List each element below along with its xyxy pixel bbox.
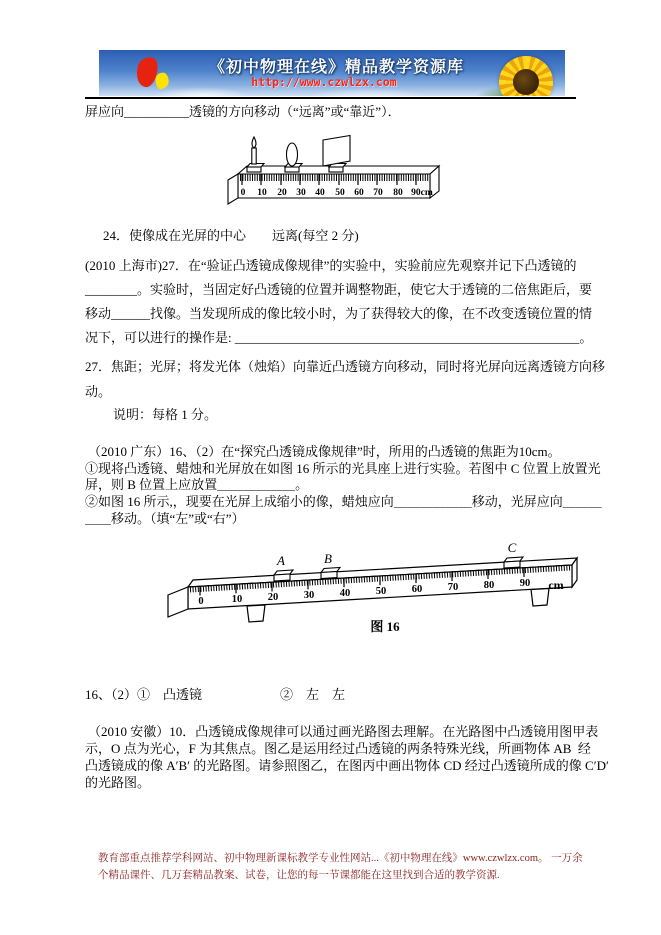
shanghai-q27-line1: (2010 上海市)27．在“验证凸透镜成像规律”的实验中，实验前应先观察并记下凸透镜的 [85, 258, 577, 273]
svg-text:90cm: 90cm [411, 188, 433, 198]
candle-flame [252, 137, 256, 148]
footer-line1: 教育部重点推荐学科网站、初中物理新课标教学专业性网站...《初中物理在线》www.czwlzx.com。 一万余 [98, 853, 583, 864]
optical-bench-figure-16 [148, 535, 578, 635]
figure16-caption: 图 16 [370, 619, 400, 634]
guangdong-q16-line1: （2010 广东）16、（2）在“探究凸透镜成像规律”时，所用的凸透镜的焦距为10cm。 [88, 444, 561, 459]
svg-text:80: 80 [393, 188, 403, 198]
answer16-line: 16、（2）① 凸透镜 ② 左 左 [85, 687, 346, 702]
guangdong-q16-line2: ①现将凸透镜、蜡烛和光屏放在如图 16 所示的光具座上进行实验。若图中 C 位置上放置光 [85, 461, 601, 476]
q24-answer-line: 24．使像成在光屏的中心 远离(每空 2 分) [103, 228, 359, 243]
svg-text:20: 20 [277, 188, 287, 198]
bench2-foot-left [247, 605, 265, 622]
svg-text:50: 50 [335, 188, 345, 198]
shanghai-q27-line2: ________。实验时，当固定好凸透镜的位置并调整物距，使它大于透镜的二倍焦距后，要 [85, 282, 593, 297]
svg-text:60: 60 [411, 584, 423, 595]
anhui-q10-line1: （2010 安徽）10．凸透镜成像规律可以通过画光路图去理解。在光路图中凸透镜用图甲表 [88, 724, 599, 739]
svg-text:80: 80 [483, 580, 495, 591]
svg-text:90: 90 [519, 578, 531, 589]
svg-text:10: 10 [231, 594, 243, 605]
ruler2-unit-label: cm [548, 578, 564, 592]
optical-bench-figure-1 [224, 134, 449, 219]
bench-left-cap [228, 174, 238, 204]
site-banner [99, 50, 565, 96]
svg-text:50: 50 [375, 586, 387, 597]
svg-text:0: 0 [198, 596, 204, 607]
sunflower-image [499, 56, 553, 96]
svg-text:A: A [277, 553, 285, 568]
footer-line2: 个精品课件、几万套精品教案、试卷，让您的每一节课都能在这里找到合适的教学资源. [98, 870, 500, 881]
guangdong-q16-line4: ②如图 16 所示,，现要在光屏上成缩小的像，蜡烛应向＿＿＿＿＿＿移动，光屏应向＿＿＿ [85, 494, 602, 509]
svg-text:40: 40 [339, 588, 351, 599]
shanghai-q27-line4: 况下，可以进行的操作是: _____________________________________________________。 [85, 330, 593, 345]
bench2-left-cap [168, 587, 188, 617]
svg-text:0: 0 [240, 188, 246, 198]
svg-text:40: 40 [315, 188, 325, 198]
answer27-note: 说明：每格 1 分。 [113, 407, 218, 422]
svg-text:70: 70 [373, 188, 383, 198]
candle [247, 137, 264, 172]
svg-text:30: 30 [303, 590, 315, 601]
svg-text:30: 30 [296, 188, 306, 198]
svg-text:60: 60 [354, 188, 364, 198]
site-logo-flame-icon [135, 55, 160, 88]
convex-lens [285, 143, 302, 172]
svg-text:C: C [507, 540, 517, 555]
header-divider [85, 97, 576, 99]
answer27-line2: 动。 [85, 384, 112, 399]
banner-title: 《初中物理在线》精品教学资源库 [209, 59, 465, 76]
q24-prompt-line: 屏应向__________透镜的方向移动（“远离”或“靠近”）． [85, 104, 401, 119]
shanghai-q27-line3: 移动______找像。当发现所成的像比较小时，为了获得较大的像，在不改变透镜位置的情 [85, 306, 593, 321]
guangdong-q16-line5: ＿＿移动。（填“左”或“右”） [85, 511, 245, 526]
anhui-q10-line4: 的光路图。 [85, 775, 151, 790]
guangdong-q16-line3: 屏，则 B 位置上应放置＿＿＿＿＿＿。 [85, 477, 309, 492]
svg-text:20: 20 [267, 592, 279, 603]
svg-text:70: 70 [447, 582, 459, 593]
banner-url: http://www.czwlzx.com [251, 75, 397, 89]
anhui-q10-line3: 凸透镜成的像 A′B′ 的光路图。请参照图乙，在图丙中画出物体 CD 经过凸透镜所成的像 C′D′ [85, 758, 609, 773]
svg-text:10: 10 [257, 188, 267, 198]
svg-text:B: B [324, 551, 332, 566]
answer27-line1: 27．焦距；光屏；将发光体（烛焰）向靠近凸透镜方向移动，同时将光屏向远离透镜方向移 [85, 359, 606, 374]
anhui-q10-line2: 示，O 点为光心，F 为其焦点。图乙是运用经过凸透镜的两条特殊光线，所画物体 AB 经 [85, 741, 591, 756]
bench2-foot-right [531, 589, 549, 607]
